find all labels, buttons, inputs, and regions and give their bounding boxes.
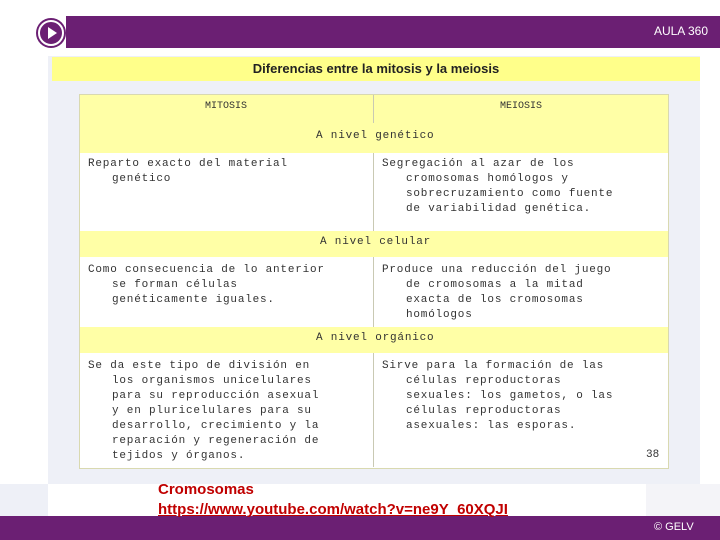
text-line: de variabilidad genética. — [406, 203, 592, 215]
column-divider — [373, 153, 374, 231]
video-caption — [158, 480, 508, 520]
copyright-label: © GELV — [654, 521, 694, 533]
meiosis-cell — [382, 263, 611, 323]
column-header-mitosis: MITOSIS — [205, 101, 248, 112]
section-body-row — [80, 359, 668, 467]
page-number: 38 — [646, 449, 660, 461]
section-heading: A nivel celular — [320, 236, 432, 248]
section-body-row — [80, 157, 668, 231]
text-line: células reproductoras — [406, 375, 562, 387]
mitosis-cell — [88, 263, 325, 308]
comparison-table — [79, 94, 669, 469]
column-header-meiosis: MEIOSIS — [500, 101, 543, 112]
text-line: desarrollo, crecimiento y la — [112, 420, 320, 432]
slide-title-strip — [52, 57, 700, 81]
slide-title: Diferencias entre la mitosis y la meiosis — [252, 61, 500, 76]
caption-label: Cromosomas — [158, 481, 254, 498]
column-divider — [373, 353, 374, 467]
text-line: genético — [112, 173, 172, 185]
text-line: para su reproducción asexual — [112, 390, 320, 402]
text-line: sobrecruzamiento como fuente — [406, 188, 614, 200]
text-line: Se da este tipo de división en — [88, 360, 311, 372]
text-line: homólogos — [406, 309, 473, 321]
text-line: reparación y regeneración de — [112, 435, 320, 447]
text-line: sexuales: los gametos, o las — [406, 390, 614, 402]
brand-label: AULA 360 — [653, 24, 708, 38]
text-line: Sirve para la formación de las — [382, 360, 605, 372]
text-line: Segregación al azar de los — [382, 158, 575, 170]
text-line: los organismos unicelulares — [112, 375, 312, 387]
column-divider — [373, 257, 374, 327]
section-heading-row — [80, 231, 668, 257]
section-body-row — [80, 263, 668, 327]
column-divider — [373, 95, 374, 123]
text-line: y en pluricelulares para su — [112, 405, 312, 417]
text-line: se forman células — [112, 279, 238, 291]
section-heading-row — [80, 123, 668, 153]
section-heading-row — [80, 327, 668, 353]
meiosis-cell — [382, 157, 613, 217]
top-bar-band — [66, 16, 720, 48]
meiosis-cell — [382, 359, 613, 434]
video-link[interactable]: https://www.youtube.com/watch?v=ne9Y_60XQJI — [158, 501, 508, 518]
table-header-row — [80, 95, 668, 123]
text-line: células reproductoras — [406, 405, 562, 417]
section-heading: A nivel orgánico — [316, 332, 435, 344]
top-bar — [0, 0, 720, 48]
mitosis-cell — [88, 359, 319, 464]
text-line: cromosomas homólogos y — [406, 173, 569, 185]
section-heading: A nivel genético — [316, 130, 435, 142]
text-line: tejidos y órganos. — [112, 450, 246, 462]
bottom-right-block — [646, 484, 720, 516]
text-line: de cromosomas a la mitad — [406, 279, 584, 291]
text-line: exacta de los cromosomas — [406, 294, 584, 306]
text-line: genéticamente iguales. — [112, 294, 275, 306]
text-line: asexuales: las esporas. — [406, 420, 577, 432]
mitosis-cell — [88, 157, 288, 187]
play-icon[interactable] — [38, 20, 64, 46]
text-line: Reparto exacto del material — [88, 158, 288, 170]
text-line: Como consecuencia de lo anterior — [88, 264, 325, 276]
text-line: Produce una reducción del juego — [382, 264, 612, 276]
